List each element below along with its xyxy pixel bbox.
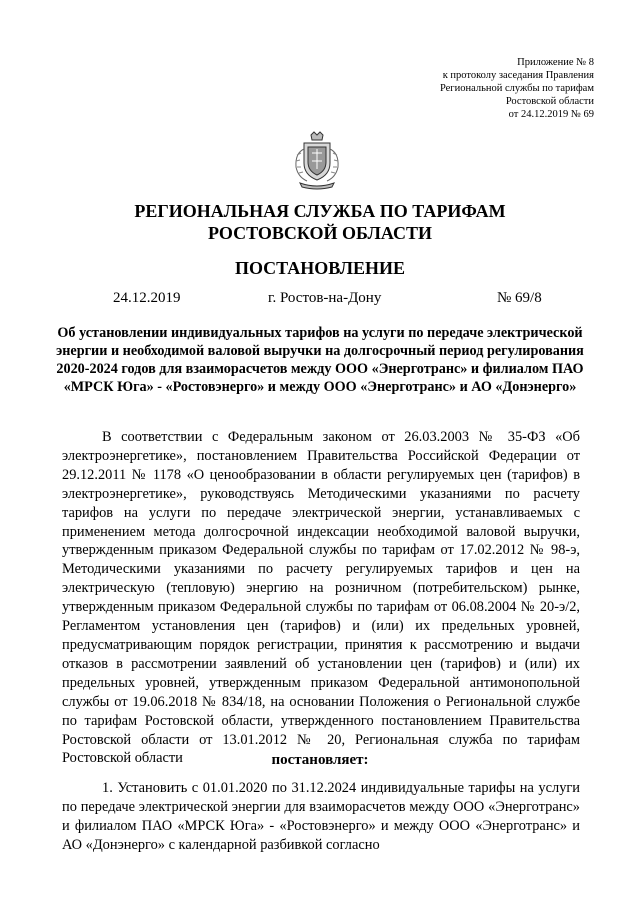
organization-title — [0, 200, 640, 244]
document-type-title: ПОСТАНОВЛЕНИЕ — [234, 258, 406, 278]
org-line: РЕГИОНАЛЬНАЯ СЛУЖБА ПО ТАРИФАМ — [134, 201, 506, 221]
document-date: 24.12.2019 — [113, 290, 181, 306]
document-subject: Об установлении индивидуальных тарифов на услуги по передаче электрической энергии и необходимой валовой выручки на долгосрочный период регулирования 2020-2024 годов для взаиморасчетов между ООО «Энерготранс» и филиалом ПАО «МРСК Юга» - «Ростовэнерго» и между ООО «Энерготранс» и АО «Донэнерго» — [56, 325, 584, 395]
document-number: № 69/8 — [497, 290, 542, 306]
coat-of-arms-icon — [291, 131, 343, 191]
resolution-heading: постановляет: — [271, 752, 369, 768]
appendix-line: Ростовской области — [505, 96, 594, 107]
appendix-line: Приложение № 8 — [517, 57, 594, 68]
resolution-item-text: 1. Установить с 01.01.2020 по 31.12.2024 индивидуальные тарифы на услуги по передаче электрической энергии для взаиморасчетов между ООО «Энерготранс» и филиалом ПАО «МРСК Юга» - «Ростовэнерго» и между ООО «Энерготранс» и АО «Донэнерго» с календарной разбивкой согласно — [62, 780, 580, 853]
appendix-line: от 24.12.2019 № 69 — [508, 109, 594, 120]
preamble-block — [62, 428, 580, 768]
appendix-line: Региональной службы по тарифам — [439, 83, 594, 94]
appendix-block — [440, 56, 594, 121]
document-city: г. Ростов-на-Дону — [268, 290, 382, 306]
preamble-paragraph: В соответствии с Федеральным законом от 26.03.2003 № 35-ФЗ «Об электроэнергетике», постановлением Правительства Российской Федерации от 29.12.2011 № 1178 «О ценообразовании в области регулируемых цен (тарифов) в электроэнергетике», руководствуясь Методическими указаниями по расчету тарифов на услуги по передаче электрической энергии, устанавливаемых с применением метода долгосрочной индексации необходимой валовой выручки, утвержденным приказом Федеральной службы по тарифам от 17.02.2012 № 98-э, Методическими указаниями по расчету регулируемых тарифов и цен на электрическую (тепловую) энергию на розничном (потребительском) рынке, утвержденным приказом Федеральной службы по тарифам от 06.08.2004 № 20-э/2, Регламентом установления цен (тарифов) и (или) их предельных уровней, предусматривающим порядок регистрации, принятия к рассмотрению и выдачи отказов в рассмотрении заявлений об установлении цен (тарифов) и (или) их предельных уровней, утвержденным приказом Федеральной антимонопольной службы от 19.06.2018 № 834/18, на основании Положения о Региональной службе по тарифам Ростовской области, утвержденного постановлением Правительства Ростовской области от 13.01.2012 № 20, Региональная служба по тарифам Ростовской области — [62, 429, 580, 767]
org-line: РОСТОВСКОЙ ОБЛАСТИ — [208, 223, 432, 243]
appendix-line: к протоколу заседания Правления — [442, 70, 594, 81]
resolution-item — [62, 779, 580, 855]
